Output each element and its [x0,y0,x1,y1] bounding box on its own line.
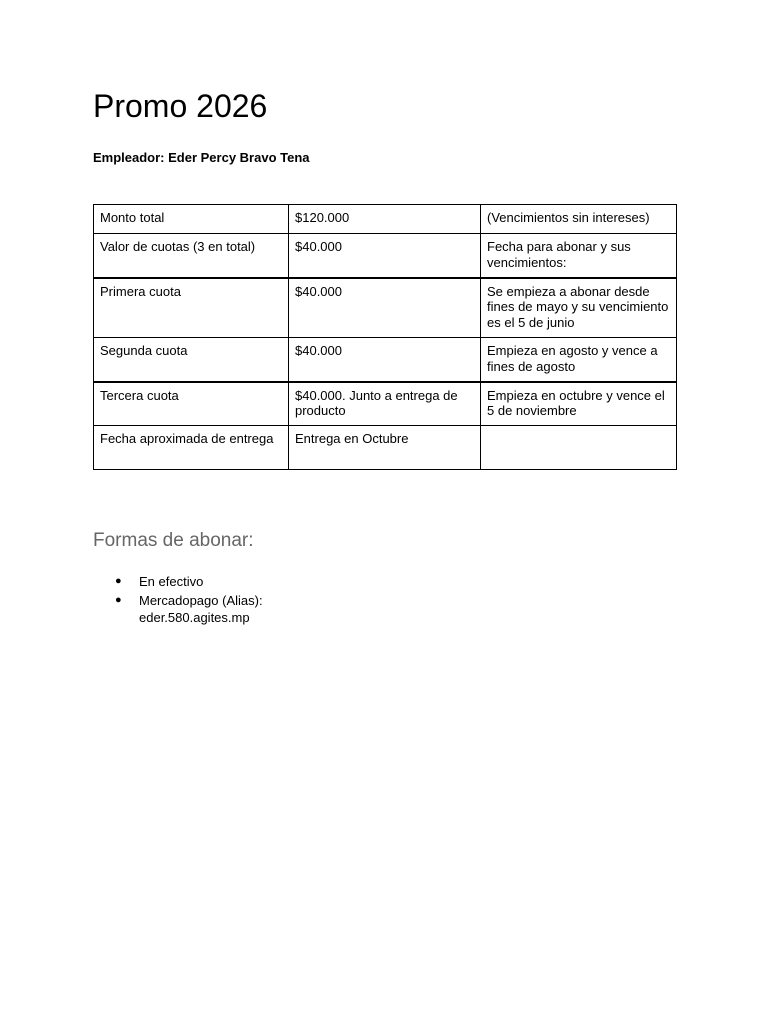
table-cell: Empieza en agosto y vence a fines de agosto [481,338,677,382]
document-title: Promo 2026 [93,88,268,124]
list-item-text: En efectivo [139,574,204,589]
table-row [94,426,677,470]
table-row [94,205,677,234]
table-cell: Fecha aproximada de entrega [94,426,289,470]
table-row [94,382,677,426]
table-cell: $40.000 [289,278,481,338]
list-item [93,592,313,626]
table-cell: (Vencimientos sin intereses) [481,205,677,234]
table-cell [481,426,677,470]
table-row [94,234,677,278]
table-cell: $40.000 [289,338,481,382]
table-cell: Primera cuota [94,278,289,338]
table-row [94,338,677,382]
payment-methods-list [93,573,313,628]
table-cell: Monto total [94,205,289,234]
table-cell: $120.000 [289,205,481,234]
table-cell: $40.000. Junto a entrega de producto [289,382,481,426]
list-item [93,573,313,590]
table-cell: $40.000 [289,234,481,278]
installments-table-container [93,204,676,470]
list-item-text: Mercadopago (Alias): eder.580.agites.mp [139,593,263,625]
installments-table [93,204,677,470]
payment-methods-heading: Formas de abonar: [93,530,254,551]
table-cell: Tercera cuota [94,382,289,426]
table-row [94,278,677,338]
bullet-icon: ● [115,594,122,606]
table-cell: Segunda cuota [94,338,289,382]
table-cell: Fecha para abonar y sus vencimientos: [481,234,677,278]
table-cell: Entrega en Octubre [289,426,481,470]
table-cell: Empieza en octubre y vence el 5 de noviembre [481,382,677,426]
table-cell: Se empieza a abonar desde fines de mayo y su vencimiento es el 5 de junio [481,278,677,338]
bullet-icon: ● [115,575,122,587]
employer-line: Empleador: Eder Percy Bravo Tena [93,150,310,165]
table-cell: Valor de cuotas (3 en total) [94,234,289,278]
